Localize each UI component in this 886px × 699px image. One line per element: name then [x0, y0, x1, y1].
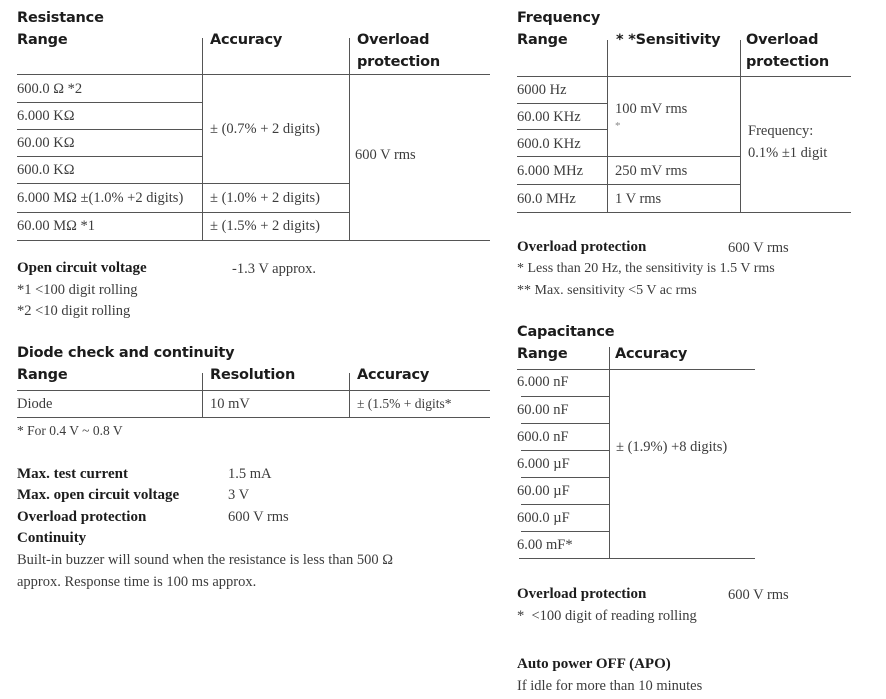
spec-value: 600 V rms [228, 509, 289, 525]
table-divider [17, 129, 202, 130]
frequency-overload-value: 600 V rms [728, 240, 789, 256]
frequency-header-protection: protection [746, 54, 830, 70]
table-divider [521, 504, 609, 505]
diode-header-accuracy: Accuracy [357, 367, 430, 383]
apo-title: Auto power OFF (APO) [517, 656, 671, 672]
resistance-range: 6.000 KΩ [17, 108, 75, 124]
open-circuit-label: Open circuit voltage [17, 260, 147, 276]
spec-label: Overload protection [17, 509, 147, 525]
capacitance-overload-value: 600 V rms [728, 587, 789, 603]
table-divider [17, 417, 490, 418]
frequency-header-range: Range [517, 32, 568, 48]
resistance-range: 600.0 KΩ [17, 162, 75, 178]
table-divider [521, 477, 609, 478]
capacitance-title: Capacitance [517, 324, 615, 340]
capacitance-range: 600.0 µF [517, 510, 570, 526]
resistance-accuracy: ± (1.5% + 2 digits) [210, 218, 320, 234]
table-divider [521, 450, 609, 451]
frequency-overload: 0.1% ±1 digit [748, 145, 828, 161]
table-divider [521, 396, 609, 397]
frequency-range: 6000 Hz [517, 82, 567, 98]
table-divider [517, 369, 755, 370]
resistance-accuracy: ± (1.0% + 2 digits) [210, 190, 320, 206]
table-divider [517, 212, 851, 213]
frequency-header-sensitivity: * *Sensitivity [616, 32, 721, 48]
capacitance-range: 60.00 µF [517, 483, 570, 499]
table-divider [517, 103, 607, 104]
frequency-header-overload: Overload [746, 32, 819, 48]
continuity-title: Continuity [17, 530, 87, 546]
frequency-overload-label: Overload protection [517, 239, 647, 255]
table-divider [202, 38, 203, 241]
capacitance-range: 6.000 µF [517, 456, 570, 472]
resistance-range: 6.000 MΩ ±(1.0% +2 digits) [17, 190, 184, 206]
frequency-range: 6.000 MHz [517, 163, 584, 179]
capacitance-range: 6.00 mF* [517, 537, 573, 553]
diode-note: * For 0.4 V ~ 0.8 V [17, 423, 123, 438]
table-divider [607, 40, 608, 213]
frequency-note: * Less than 20 Hz, the sensitivity is 1.5 V rms [517, 261, 775, 276]
open-circuit-value: -1.3 V approx. [232, 261, 317, 277]
frequency-range: 60.0 MHz [517, 191, 576, 207]
resistance-title: Resistance [17, 10, 104, 26]
spec-label: Max. open circuit voltage [17, 487, 180, 503]
resistance-range: 60.00 MΩ *1 [17, 218, 96, 234]
spec-label: Max. test current [17, 466, 128, 482]
frequency-range: 60.00 KHz [517, 109, 581, 125]
table-divider [17, 390, 490, 391]
resistance-accuracy: ± (0.7% + 2 digits) [210, 121, 320, 137]
table-divider [609, 347, 610, 559]
resistance-header-accuracy: Accuracy [210, 32, 283, 48]
continuity-text: approx. Response time is 100 ms approx. [17, 574, 257, 590]
resistance-header-protection: protection [357, 54, 441, 70]
resistance-note: *1 <100 digit rolling [17, 282, 138, 298]
table-divider [517, 184, 740, 185]
capacitance-overload-label: Overload protection [517, 586, 647, 602]
table-divider [17, 156, 202, 157]
diode-resolution: 10 mV [210, 396, 250, 412]
table-divider [349, 38, 350, 241]
capacitance-header-accuracy: Accuracy [615, 346, 688, 362]
capacitance-range: 600.0 nF [517, 429, 569, 445]
capacitance-range: 6.000 nF [517, 374, 569, 390]
table-divider [517, 76, 851, 77]
table-divider [519, 558, 755, 559]
table-divider [17, 240, 490, 241]
capacitance-header-range: Range [517, 346, 568, 362]
frequency-title: Frequency [517, 10, 601, 26]
resistance-header-overload: Overload [357, 32, 430, 48]
table-divider [517, 129, 607, 130]
continuity-text: Built-in buzzer will sound when the resistance is less than 500 Ω [17, 552, 394, 568]
diode-header-range: Range [17, 367, 68, 383]
capacitance-note: * <100 digit of reading rolling [517, 608, 697, 624]
spec-value: 1.5 mA [228, 466, 272, 482]
frequency-range: 600.0 KHz [517, 136, 581, 152]
table-divider [202, 373, 203, 417]
diode-range: Diode [17, 396, 53, 412]
resistance-range: 60.00 KΩ [17, 135, 75, 151]
table-divider [349, 373, 350, 417]
frequency-overload: Frequency: [748, 123, 814, 139]
table-divider [17, 74, 490, 75]
spec-value: 3 V [228, 487, 250, 503]
table-divider [517, 156, 740, 157]
resistance-note: *2 <10 digit rolling [17, 303, 131, 319]
frequency-note: ** Max. sensitivity <5 V ac rms [517, 283, 697, 298]
resistance-header-range: Range [17, 32, 68, 48]
resistance-range: 600.0 Ω *2 [17, 81, 83, 97]
table-divider [17, 212, 349, 213]
capacitance-range: 60.00 nF [517, 402, 569, 418]
table-divider [740, 40, 741, 213]
table-divider [17, 102, 202, 103]
frequency-sensitivity-note-marker: * [615, 120, 621, 132]
table-divider [521, 531, 609, 532]
frequency-sensitivity: 1 V rms [615, 191, 662, 207]
capacitance-accuracy: ± (1.9%) +8 digits) [616, 439, 728, 455]
apo-text: If idle for more than 10 minutes [517, 678, 703, 694]
resistance-overload: 600 V rms [355, 147, 416, 163]
frequency-sensitivity: 100 mV rms [615, 101, 688, 117]
diode-title: Diode check and continuity [17, 345, 235, 361]
table-divider [17, 183, 349, 184]
table-divider [521, 423, 609, 424]
diode-header-resolution: Resolution [210, 367, 296, 383]
frequency-sensitivity: 250 mV rms [615, 163, 688, 179]
diode-accuracy: ± (1.5% + digits* [357, 396, 452, 411]
